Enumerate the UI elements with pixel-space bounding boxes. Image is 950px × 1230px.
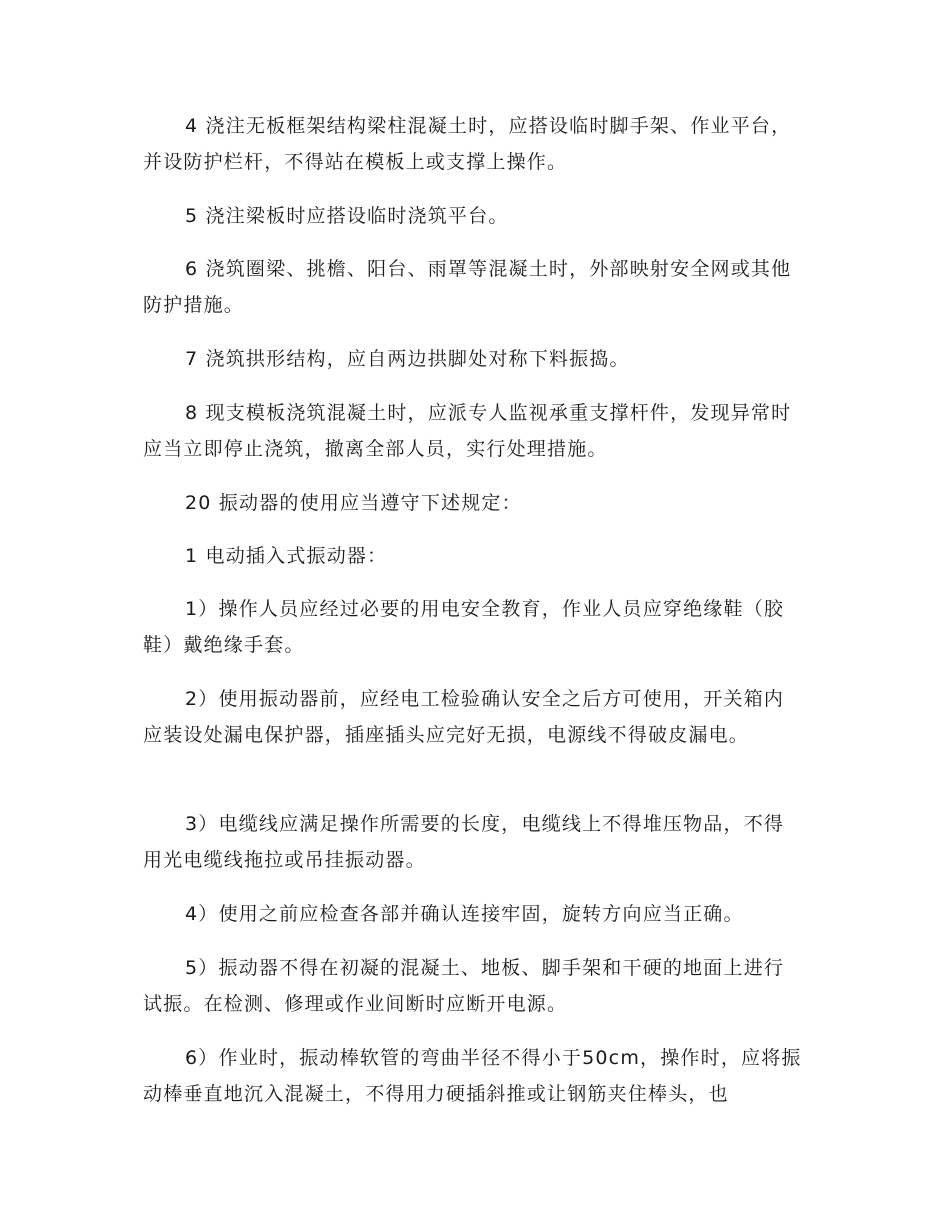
paragraph-20: 20 振动器的使用应当遵守下述规定： (185, 492, 522, 514)
paragraph-6: 6 浇筑圈梁、挑檐、阳台、雨罩等混凝土时，外部映射安全网或其他防护措施。 (143, 258, 792, 316)
paragraph-1-3: 3）电缆线应满足操作所需要的长度，电缆线上不得堆压物品，不得用光电缆线拖拉或吊挂振动器。 (143, 813, 785, 871)
paragraph-1-1: 1）操作人员应经过必要的用电安全教育，作业人员应穿绝缘鞋（胶鞋）戴绝缘手套。 (143, 598, 785, 656)
paragraph-1-2: 2）使用振动器前，应经电工检验确认安全之后方可使用，开关箱内应装设处漏电保护器，插座插头应完好无损，电源线不得破皮漏电。 (143, 688, 785, 746)
paragraph-8: 8 现支模板浇筑混凝土时，应派专人监视承重支撑杆件，发现异常时应当立即停止浇筑，撤离全部人员，实行处理措施。 (143, 402, 792, 460)
paragraph-7: 7 浇筑拱形结构，应自两边拱脚处对称下料振捣。 (185, 348, 630, 370)
paragraph-1-5: 5）振动器不得在初凝的混凝土、地板、脚手架和干硬的地面上进行试振。在检测、修理或作业间断时应断开电源。 (143, 957, 785, 1015)
paragraph-1-4: 4）使用之前应检查各部并确认连接牢固，旋转方向应当正确。 (185, 903, 744, 925)
paragraph-5: 5 浇注梁板时应搭设临时浇筑平台。 (185, 205, 509, 227)
paragraph-1: 1 电动插入式振动器： (185, 545, 388, 567)
paragraph-4: 4 浇注无板框架结构梁柱混凝土时，应搭设临时脚手架、作业平台，并设防护栏杆，不得站在模板上或支撑上操作。 (143, 115, 792, 173)
paragraph-1-6: 6）作业时，振动棒软管的弯曲半径不得小于50cm，操作时，应将振动棒垂直地沉入混凝土，不得用力硬插斜推或让钢筋夹住棒头，也 (143, 1047, 802, 1105)
